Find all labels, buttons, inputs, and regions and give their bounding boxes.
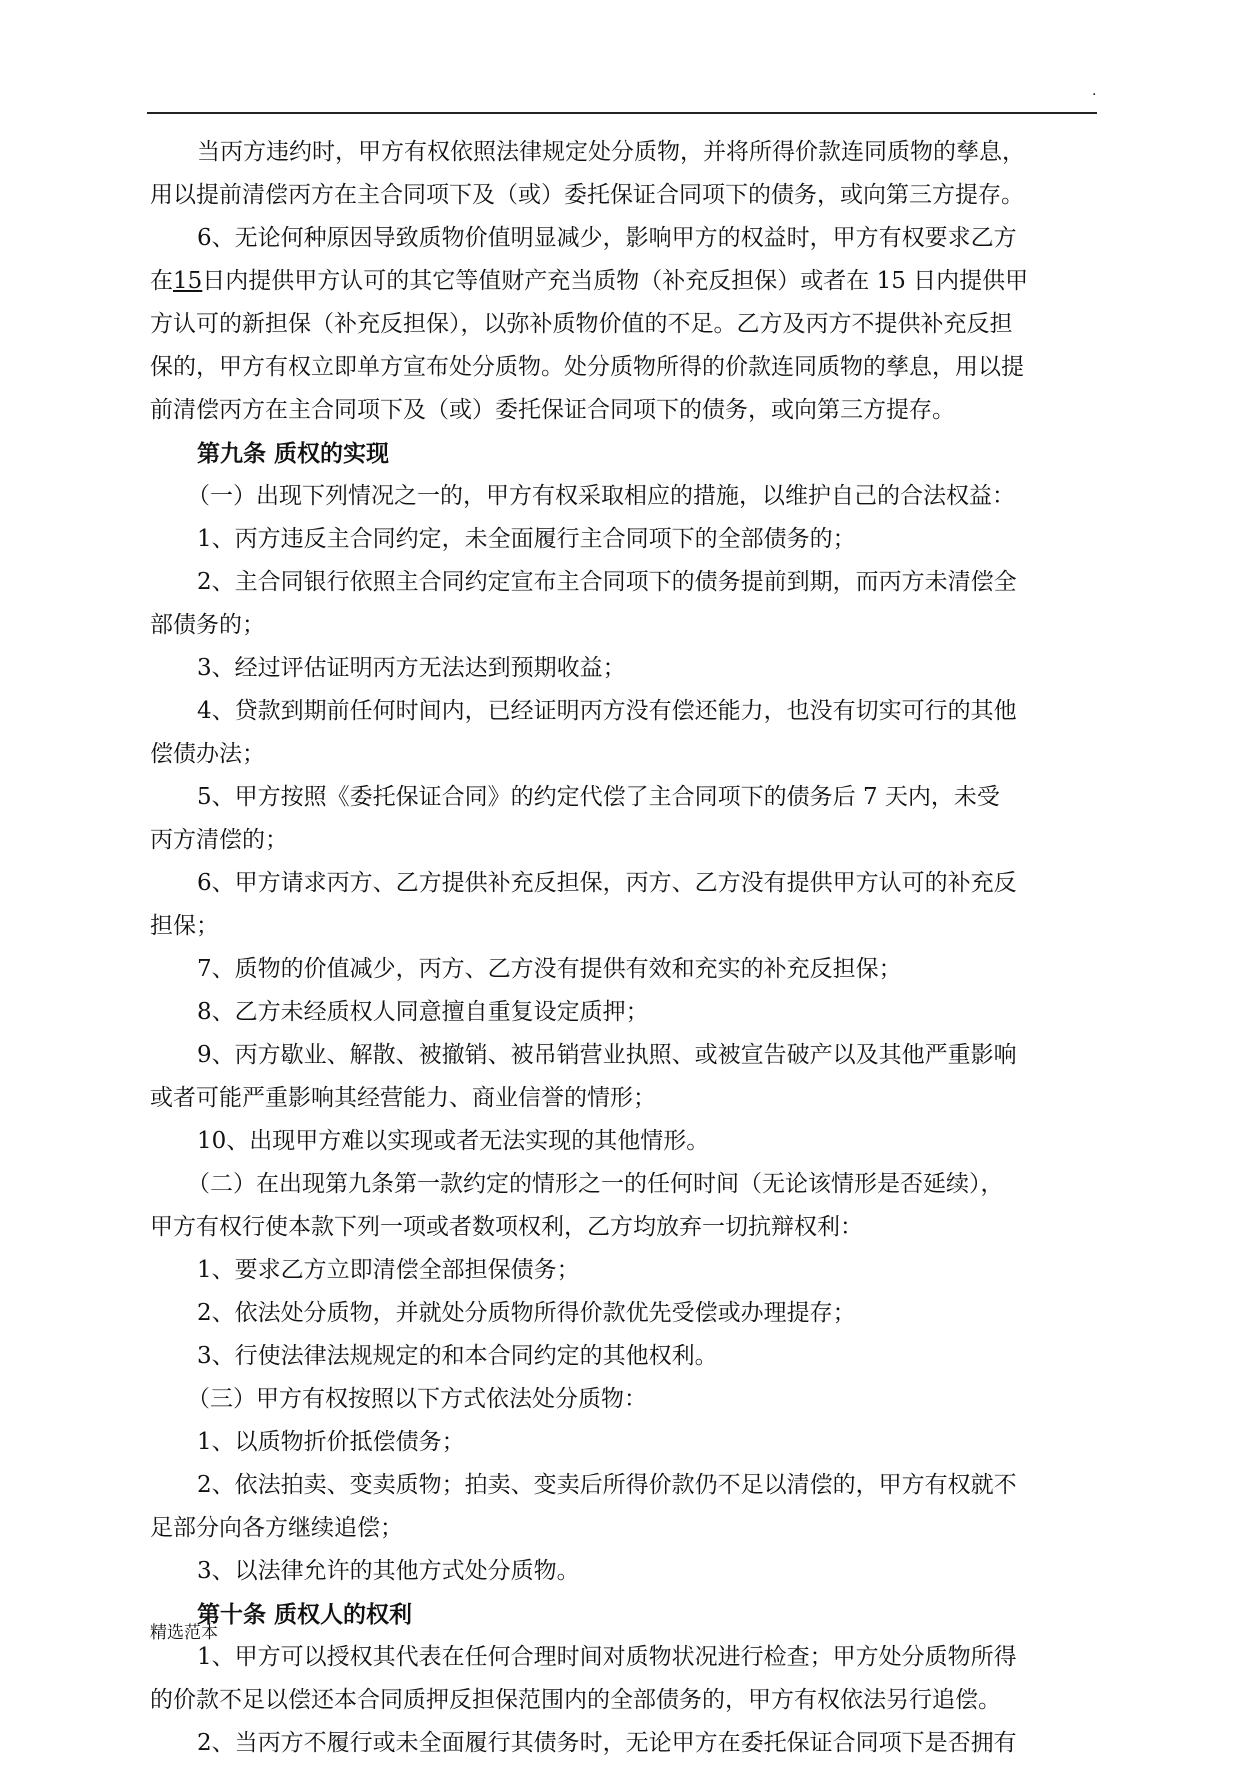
- paragraph-line: 6、甲方请求丙方、乙方提供补充反担保，丙方、乙方没有提供甲方认可的补充反: [197, 870, 1017, 896]
- paragraph-line: 3、经过评估证明丙方无法达到预期收益；: [197, 655, 626, 681]
- paragraph-line-with-underline: [150, 265, 1095, 308]
- paragraph-line: 保的，甲方有权立即单方宣布处分质物。处分质物所得的价款连同质物的孳息，用以提: [150, 354, 1024, 380]
- header-mark: .: [1092, 83, 1097, 99]
- paragraph-line: 的价款不足以偿还本合同质押反担保范围内的全部债务的，甲方有权依法另行追偿。: [150, 1687, 1001, 1713]
- section-heading: 第十条 质权人的权利: [197, 1601, 413, 1628]
- paragraph-line: 当丙方违约时，甲方有权依照法律规定处分质物，并将所得价款连同质物的孳息，: [197, 139, 1025, 165]
- paragraph-line: 3、以法律允许的其他方式处分质物。: [197, 1558, 580, 1584]
- paragraph-line: 前清偿丙方在主合同项下及（或）委托保证合同项下的债务，或向第三方提存。: [150, 397, 955, 423]
- paragraph-line: 足部分向各方继续追偿；: [150, 1515, 403, 1541]
- paragraph-line: 担保；: [150, 913, 219, 939]
- section-heading: 第九条 质权的实现: [197, 440, 390, 467]
- paragraph-line: 10、出现甲方难以实现或者无法实现的其他情形。: [197, 1128, 710, 1154]
- paragraph-line: （二）在出现第九条第一款约定的情形之一的任何时间（无论该情形是否延续），: [187, 1171, 1004, 1197]
- paragraph-line: 7、质物的价值减少，丙方、乙方没有提供有效和充实的补充反担保；: [197, 956, 902, 982]
- paragraph-line: 2、主合同银行依照主合同约定宣布主合同项下的债务提前到期，而丙方未清偿全: [197, 569, 1017, 595]
- paragraph-line: 偿债办法；: [150, 741, 265, 767]
- paragraph-line: （三）甲方有权按照以下方式依法处分质物：: [187, 1386, 647, 1412]
- paragraph-line: 6、无论何种原因导致质物价值明显减少，影响甲方的权益时，甲方有权要求乙方: [197, 225, 1017, 251]
- paragraph-line: 1、丙方违反主合同约定，未全面履行主合同项下的全部债务的；: [197, 526, 856, 552]
- document-body: [150, 136, 1095, 1770]
- paragraph-line: 部债务的；: [150, 612, 265, 638]
- line-text-after: 日内提供甲方认可的其它等值财产充当质物（补充反担保）或者在 15 日内提供甲: [202, 268, 1029, 294]
- footer-text: 精选范本: [150, 1623, 218, 1643]
- paragraph-line: 8、乙方未经质权人同意擅自重复设定质押；: [197, 999, 649, 1025]
- paragraph-line: 丙方清偿的；: [150, 827, 288, 853]
- paragraph-line: 5、甲方按照《委托保证合同》的约定代偿了主合同项下的债务后 7 天内，未受: [197, 784, 1000, 810]
- paragraph-line: 用以提前清偿丙方在主合同项下及（或）委托保证合同项下的债务，或向第三方提存。: [150, 182, 1024, 208]
- paragraph-line: 方认可的新担保（补充反担保），以弥补质物价值的不足。乙方及丙方不提供补充反担: [150, 311, 1013, 337]
- line-text-before: 在: [150, 268, 173, 294]
- paragraph-line: 1、以质物折价抵偿债务；: [197, 1429, 465, 1455]
- paragraph-line: 2、当丙方不履行或未全面履行其债务时，无论甲方在委托保证合同项下是否拥有: [197, 1730, 1017, 1756]
- paragraph-line: 4、贷款到期前任何时间内，已经证明丙方没有偿还能力，也没有切实可行的其他: [197, 698, 1017, 724]
- paragraph-line: 3、行使法律法规规定的和本合同约定的其他权利。: [197, 1343, 718, 1369]
- paragraph-line: 或者可能严重影响其经营能力、商业信誉的情形；: [150, 1085, 656, 1111]
- paragraph-line: 1、甲方可以授权其代表在任何合理时间对质物状况进行检查；甲方处分质物所得: [197, 1644, 1017, 1670]
- paragraph-line: （一）出现下列情况之一的，甲方有权采取相应的措施，以维护自己的合法权益：: [187, 483, 1015, 509]
- header-rule: [147, 112, 1097, 114]
- paragraph-line: 2、依法拍卖、变卖质物；拍卖、变卖后所得价款仍不足以清偿的，甲方有权就不: [197, 1472, 1017, 1498]
- paragraph-line: 1、要求乙方立即清偿全部担保债务；: [197, 1257, 580, 1283]
- underlined-days: 15: [173, 268, 203, 294]
- paragraph-line: 甲方有权行使本款下列一项或者数项权利，乙方均放弃一切抗辩权利：: [150, 1214, 863, 1240]
- paragraph-line: 2、依法处分质物，并就处分质物所得价款优先受偿或办理提存；: [197, 1300, 856, 1326]
- paragraph-line: 9、丙方歇业、解散、被撤销、被吊销营业执照、或被宣告破产以及其他严重影响: [197, 1042, 1017, 1068]
